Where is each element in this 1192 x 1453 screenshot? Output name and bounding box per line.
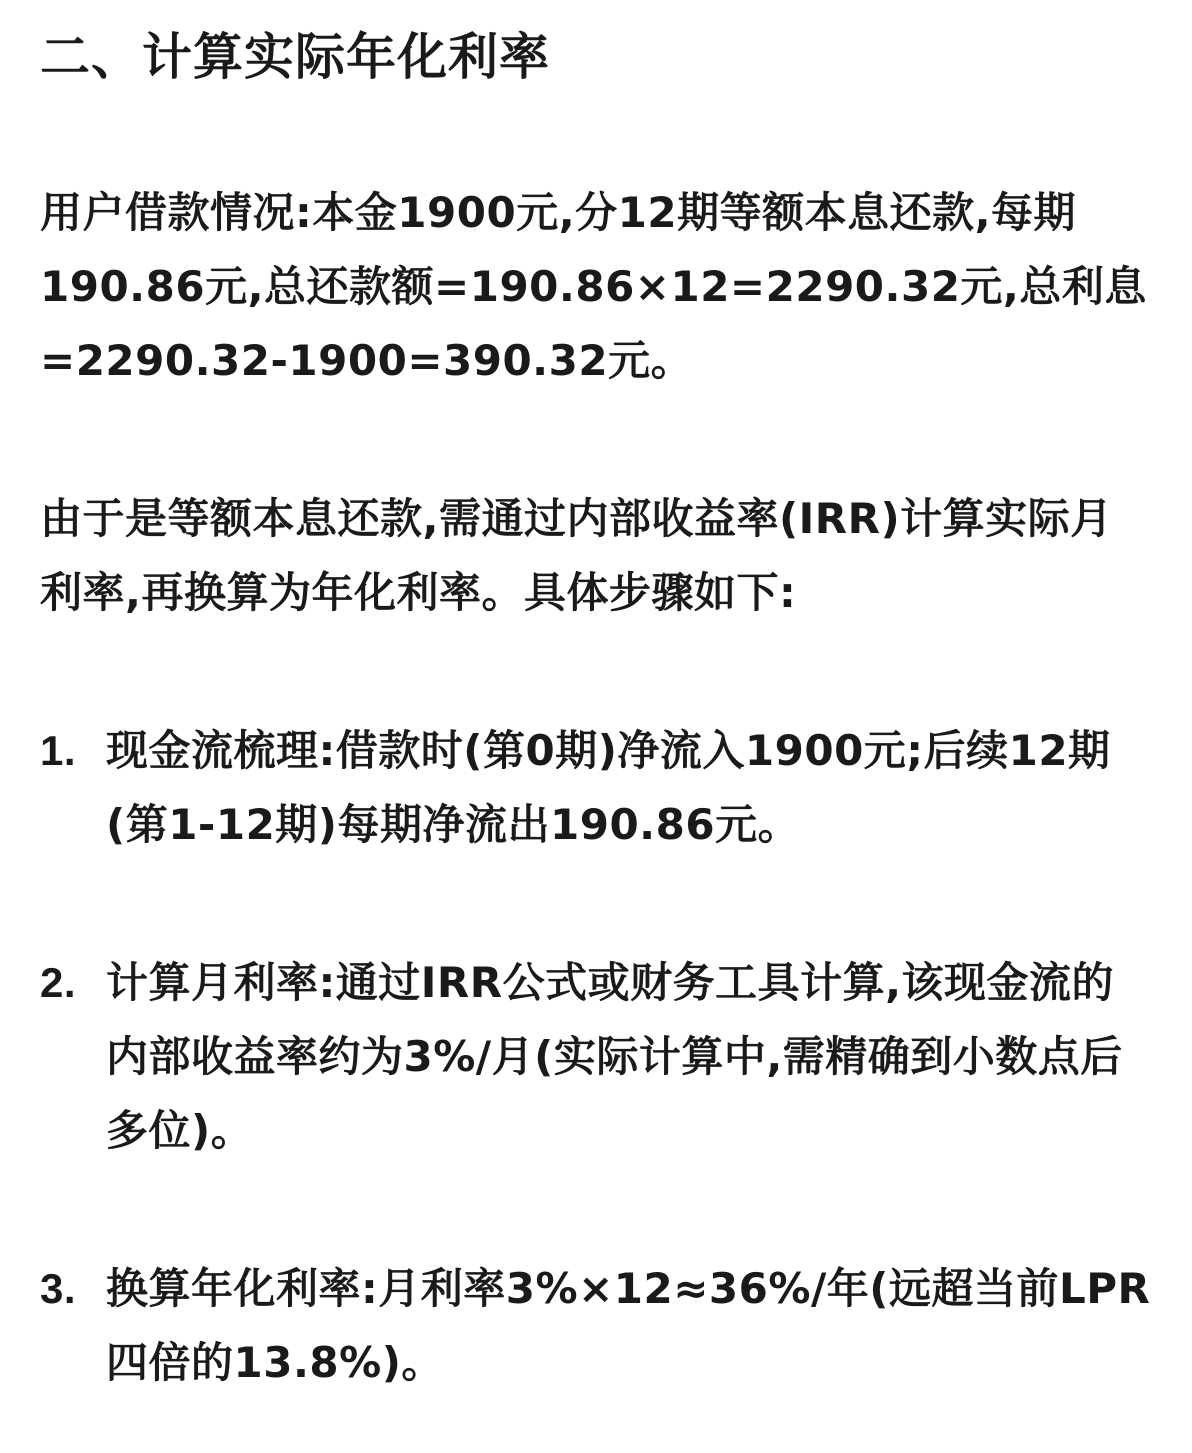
list-item xyxy=(40,714,1152,862)
list-item-text: 计算月利率:通过IRR公式或财务工具计算,该现金流的内部收益率约为3%/月(实际计算中,需精确到小数点后多位)。 xyxy=(106,958,1123,1155)
list-item-number: 1. xyxy=(40,727,77,774)
section-heading: 二、计算实际年化利率 xyxy=(40,28,550,86)
list-item-text: 现金流梳理:借款时(第0期)净流入1900元;后续12期(第1-12期)每期净流出190.86元。 xyxy=(106,726,1111,849)
list-item xyxy=(40,946,1152,1168)
loan-details-paragraph: 用户借款情况:本金1900元,分12期等额本息还款,每期190.86元,总还款额=190.86×12=2290.32元,总利息=2290.32-1900=390.32元。 xyxy=(40,188,1147,385)
method-intro-paragraph: 由于是等额本息还款,需通过内部收益率(IRR)计算实际月利率,再换算为年化利率。具体步骤如下: xyxy=(40,494,1113,617)
list-item xyxy=(40,1252,1152,1400)
steps-list xyxy=(40,714,1152,1400)
list-item-text: 换算年化利率:月利率3%×12≈36%/年(远超当前LPR四倍的13.8%)。 xyxy=(106,1264,1151,1387)
list-item-number: 2. xyxy=(40,959,77,1006)
list-item-number: 3. xyxy=(40,1265,77,1312)
